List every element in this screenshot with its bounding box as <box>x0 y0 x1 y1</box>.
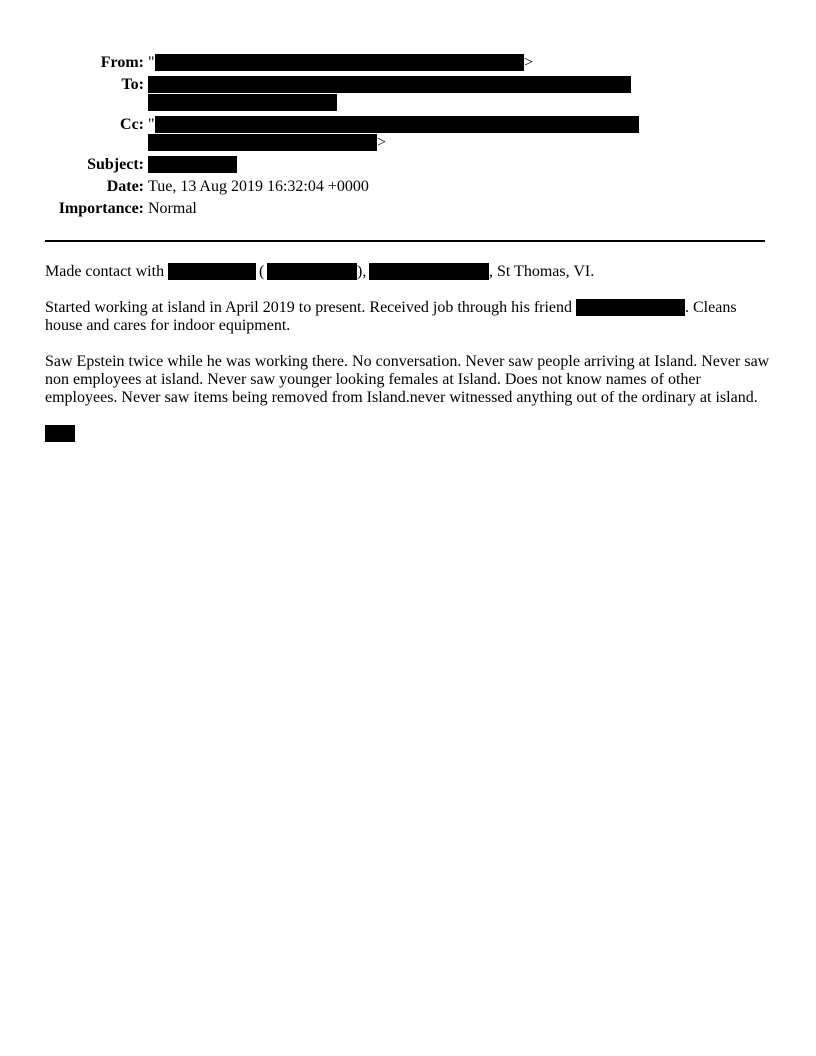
signature-redaction <box>45 425 75 442</box>
subject-row <box>0 155 816 175</box>
date-label: Date: <box>106 178 144 195</box>
to-redaction-line2 <box>148 94 337 111</box>
from-redaction <box>155 54 524 71</box>
p1-redaction-name <box>168 263 256 280</box>
p1-text-1: Made contact with <box>45 263 165 280</box>
date-value: Tue, 13 Aug 2019 16:32:04 +0000 <box>148 178 369 195</box>
from-quote: " <box>148 54 155 71</box>
body-paragraph-1 <box>45 262 775 282</box>
p1-text-4: , St Thomas, VI. <box>489 263 595 280</box>
cc-row <box>0 115 816 135</box>
to-redaction-line1 <box>148 76 631 93</box>
p1-text-3: ), <box>357 263 367 280</box>
subject-label: Subject: <box>87 156 144 173</box>
p1-redaction-employer <box>369 263 489 280</box>
importance-value: Normal <box>148 200 197 217</box>
from-row <box>0 53 816 73</box>
p1-redaction-alias <box>267 263 357 280</box>
p1-text-2: ( <box>259 263 265 280</box>
p3-line-3: employees. Never saw items being removed from Island.never witnessed anything out of the ordinary at island. <box>45 389 758 406</box>
p3-line-2: non employees at island. Never saw younger looking females at Island. Does not know names of other <box>45 371 701 388</box>
cc-bracket: > <box>377 134 387 151</box>
cc-redaction-line1 <box>155 116 639 133</box>
p2-text-3: house and cares for indoor equipment. <box>45 317 291 334</box>
cc-redaction-line2 <box>148 134 377 151</box>
cc-quote: " <box>148 116 155 133</box>
p3-line-1: Saw Epstein twice while he was working there. No conversation. Never saw people arriving at Island. Never saw <box>45 353 770 370</box>
from-label: From: <box>100 54 144 71</box>
header-divider <box>45 240 765 242</box>
body-paragraph-3 <box>45 352 775 412</box>
date-row <box>0 177 816 197</box>
subject-redaction <box>148 156 237 173</box>
to-label: To: <box>121 76 144 93</box>
to-row <box>0 75 816 95</box>
importance-label: Importance: <box>58 200 144 217</box>
importance-row <box>0 199 816 219</box>
p2-redaction-friend <box>576 299 685 316</box>
cc-label: Cc: <box>120 116 144 133</box>
body-paragraph-2 <box>45 298 775 338</box>
p2-text-2: . Cleans <box>685 299 737 316</box>
from-bracket: > <box>524 54 534 71</box>
p2-text-1: Started working at island in April 2019 to present. Received job through his friend <box>45 299 573 316</box>
